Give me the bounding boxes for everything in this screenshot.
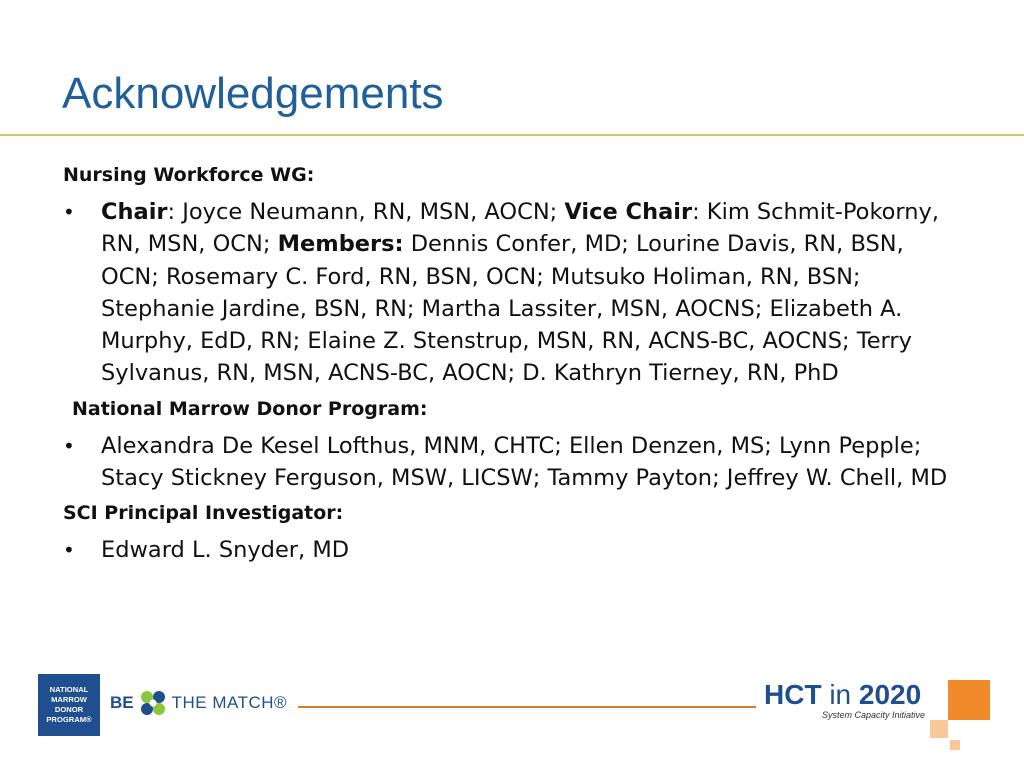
vice-chair-label: Vice Chair xyxy=(564,199,693,225)
vice-chair-name: : Kim Schmit-Pokorny, RN, MSN, OCN; xyxy=(101,199,940,258)
be-the-match-rest: THE MATCH® xyxy=(171,693,288,712)
page-title: Acknowledgements xyxy=(62,69,444,118)
chair-label: Chair xyxy=(101,199,168,225)
be-the-match-logo xyxy=(110,686,287,720)
hct-in-2020-logo xyxy=(764,680,964,750)
sci-pi-name: Edward L. Snyder, MD xyxy=(101,537,350,564)
section-heading-nursing-workforce: Nursing Workforce WG: xyxy=(63,164,315,186)
footer-divider xyxy=(298,706,756,708)
nmdp-logo-line: MARROW xyxy=(51,695,87,704)
nmdp-logo-line: DONOR xyxy=(54,705,84,714)
orange-square-small-icon xyxy=(930,720,948,738)
chair-name: : Joyce Neumann, RN, MSN, AOCN; xyxy=(167,199,565,225)
bullet-nmdp-members xyxy=(63,430,963,495)
orange-square-large-icon xyxy=(948,680,990,720)
bullet-dot: • xyxy=(63,538,75,563)
members-label: Members: xyxy=(277,231,404,258)
hct-in: in xyxy=(829,679,852,710)
be-the-match-mark-icon xyxy=(138,688,168,718)
nmdp-logo-line: PROGRAM® xyxy=(46,715,92,724)
hct-subtitle: System Capacity Initiative xyxy=(822,710,926,720)
nmdp-logo xyxy=(38,674,100,736)
bullet-nursing-workforce-members xyxy=(63,196,963,390)
hct-prefix: HCT xyxy=(764,679,822,710)
section-heading-sci-pi: SCI Principal Investigator: xyxy=(63,502,344,525)
bullet-sci-pi xyxy=(63,534,963,566)
nmdp-logo-line: NATIONAL xyxy=(49,685,89,694)
be-the-match-be: BE xyxy=(110,693,134,712)
nmdp-members-list: Alexandra De Kesel Lofthus, MNM, CHTC; Ellen Denzen, MS; Lynn Pepple; Stacy Stickney Ferguson, MSW, LICSW; Tammy Payton; Jeffrey W. Chell, MD xyxy=(101,432,948,492)
bullet-dot: • xyxy=(63,200,75,224)
members-list: Dennis Confer, MD; Lourine Davis, RN, BSN, OCN; Rosemary C. Ford, RN, BSN, OCN; Mutsuko Holiman, RN, BSN; Stephanie Jardine, BSN, RN; Martha Lassiter, MSN, AOCNS; Elizabeth A. Murphy, EdD, RN; Elaine Z. Stenstrup, MSN, RN, ACNS-BC, AOCNS; Terry Sylvanus, RN, MSN, ACNS-BC, AOCN; D. Kathryn Tierney, RN, PhD xyxy=(101,231,912,387)
orange-square-tiny-icon xyxy=(950,740,960,750)
bullet-dot: • xyxy=(63,433,75,458)
section-heading-nmdp: National Marrow Donor Program: xyxy=(72,397,428,420)
hct-wordmark xyxy=(764,680,921,710)
hct-year: 2020 xyxy=(858,679,922,710)
acknowledgements-content xyxy=(63,162,963,573)
title-divider xyxy=(0,134,1024,136)
